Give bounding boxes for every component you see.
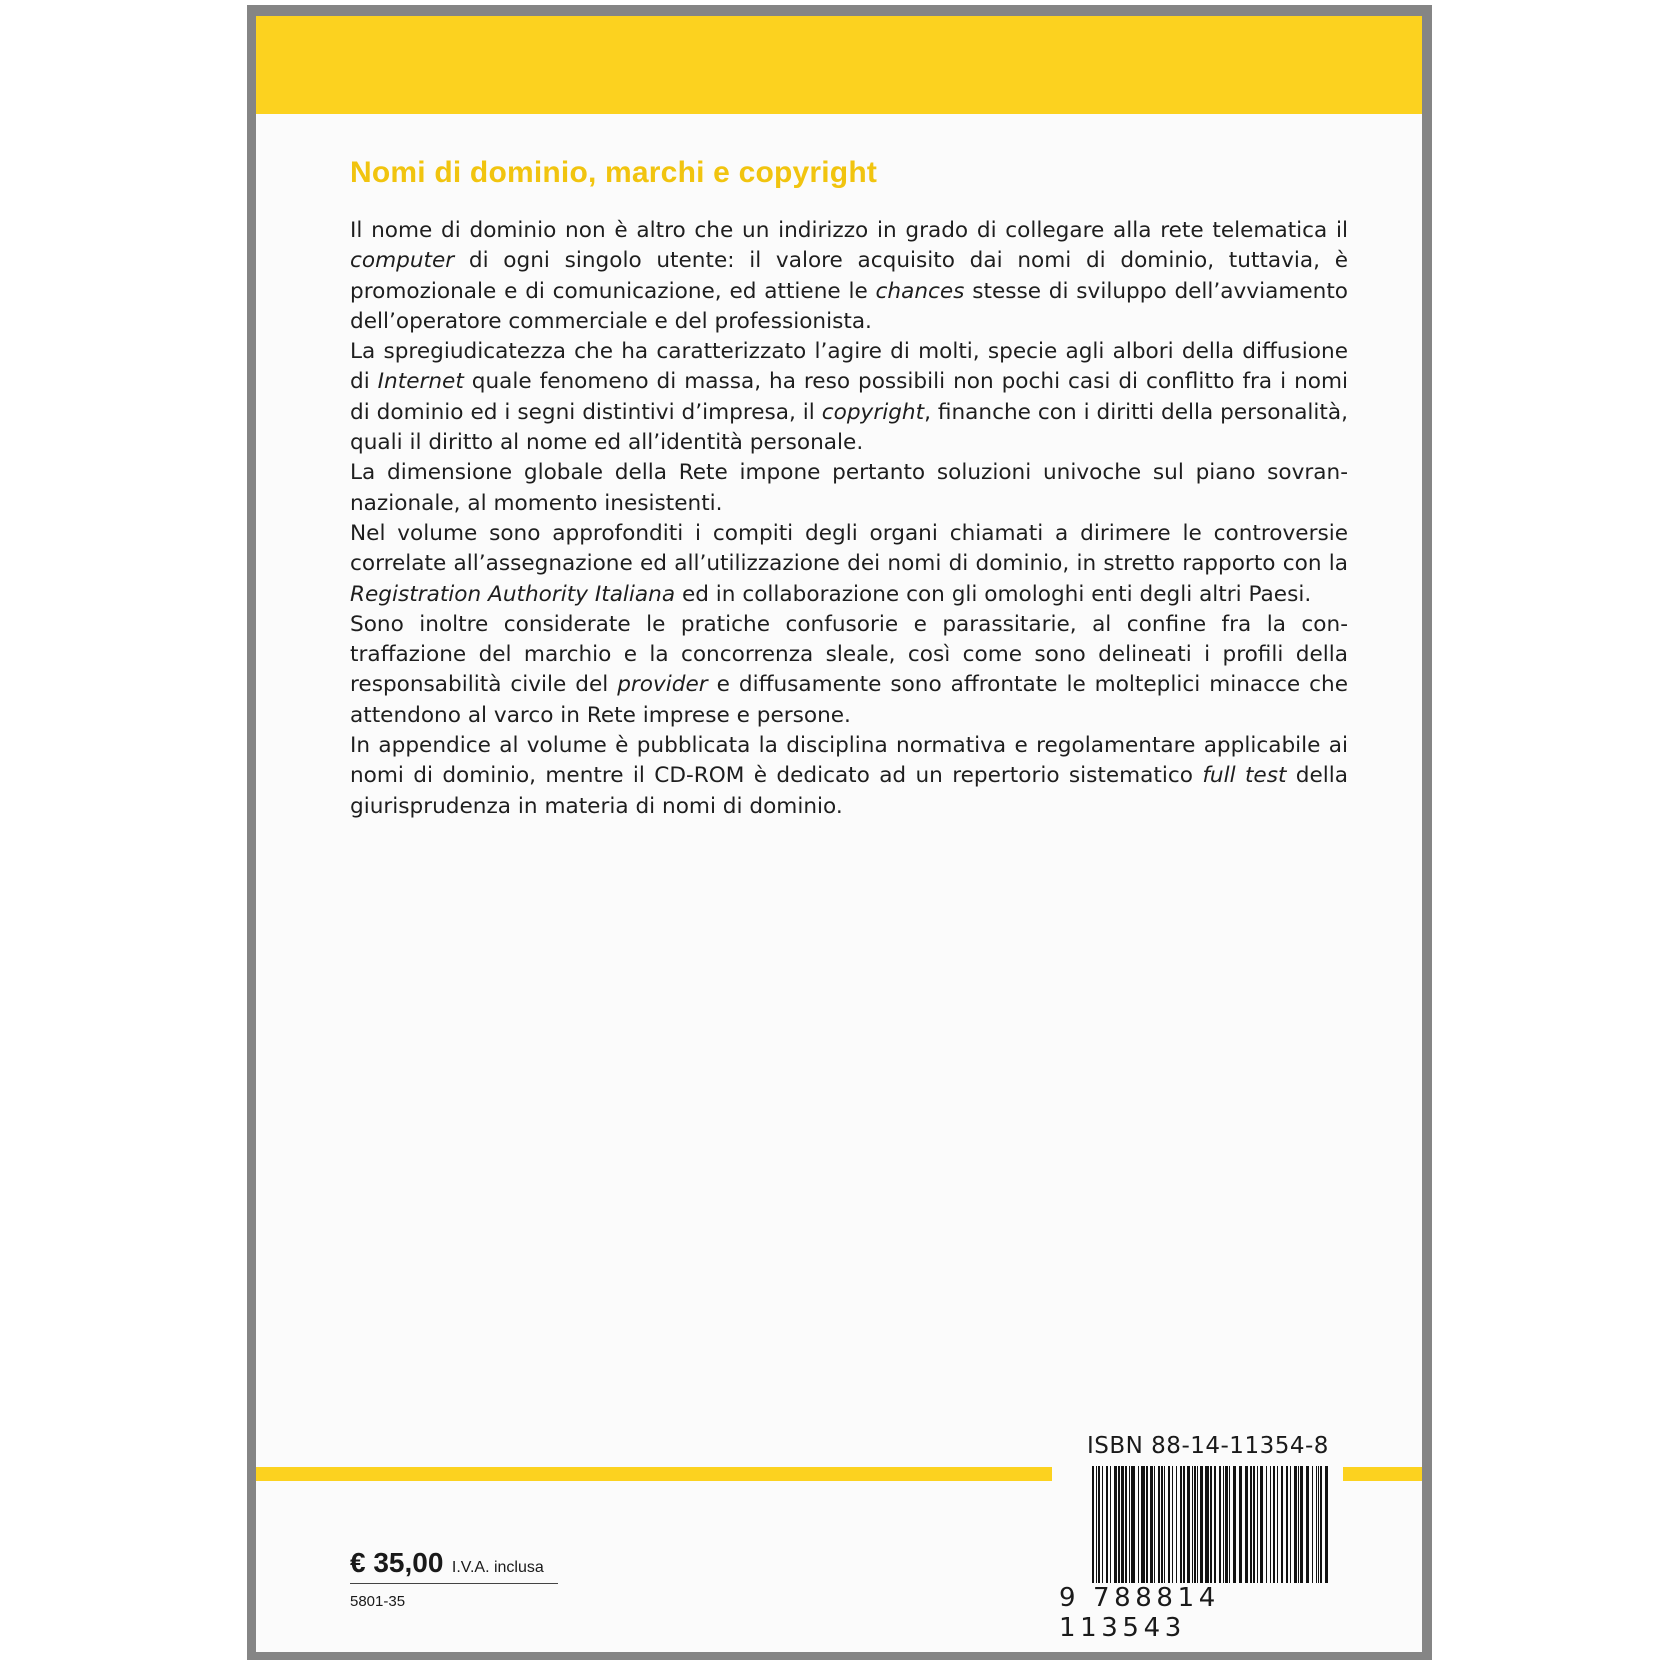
italic-term: full test: [1202, 763, 1287, 789]
barcode-bar: [1102, 1466, 1103, 1584]
cover-page: [256, 16, 1422, 1652]
barcode-bar: [1164, 1466, 1165, 1584]
barcode-bar: [1129, 1466, 1130, 1584]
barcode-bar: [1187, 1466, 1190, 1584]
barcode-bar: [1168, 1466, 1170, 1584]
barcode-bar: [1219, 1466, 1221, 1584]
top-yellow-band: [256, 16, 1422, 114]
isbn-label: ISBN 88-14-11354-8: [1087, 1433, 1329, 1459]
ean-number: 9 788814 113543: [1059, 1583, 1334, 1643]
barcode-bar: [1176, 1466, 1177, 1584]
barcode-bar: [1250, 1466, 1252, 1584]
italic-term: Internet: [377, 369, 464, 395]
barcode-bar: [1131, 1466, 1135, 1584]
price-underline: [350, 1583, 558, 1584]
text-run: ed in collaborazione con gli omologhi enti degli altri Paesi.: [675, 581, 1312, 607]
barcode-bar: [1161, 1466, 1163, 1584]
barcode-bar: [1200, 1466, 1203, 1584]
blurb-text: [350, 216, 1348, 822]
bottom-yellow-band-left: [256, 1467, 1052, 1481]
text-run: , finanche con i diritti della personalità, quali il diritto al nome ed all’identità personale.: [350, 399, 1348, 456]
barcode-bar: [1205, 1466, 1209, 1584]
barcode-bar: [1306, 1466, 1309, 1584]
text-run: della giurisprudenza in materia di nomi di dominio.: [350, 763, 1348, 819]
italic-term: provider: [617, 672, 708, 698]
barcode-bar: [1125, 1466, 1127, 1584]
barcode-bar: [1154, 1466, 1155, 1584]
barcode-bar: [1223, 1466, 1224, 1584]
barcode-bar: [1138, 1466, 1139, 1584]
barcode-bar: [1316, 1466, 1317, 1584]
barcode-bar: [1318, 1466, 1319, 1584]
barcode-bar: [1150, 1466, 1153, 1584]
barcode-bar: [1180, 1466, 1182, 1584]
barcode-bar: [1294, 1466, 1297, 1584]
text-run: La spregiudicatezza che ha caratterizzato l’agire di molti, specie agli albori della diffusione di: [350, 339, 1348, 395]
barcode-bar: [1225, 1466, 1228, 1584]
barcode-bar: [1277, 1466, 1278, 1584]
vat-note: I.V.A. inclusa: [451, 1559, 544, 1576]
barcode-bar: [1141, 1466, 1145, 1584]
barcode-bar: [1106, 1466, 1108, 1584]
text-run: quale fenomeno di massa, ha reso possibili non pochi casi di conflitto fra i nomi di dominio ed i segni distintivi d’impresa, il: [350, 369, 1349, 425]
barcode-bar: [1257, 1466, 1258, 1584]
barcode-bar: [1239, 1466, 1242, 1584]
barcode-bar: [1114, 1466, 1117, 1584]
price: [350, 1547, 544, 1579]
barcode-bar: [1197, 1466, 1198, 1584]
blurb-paragraph: [350, 610, 1348, 731]
italic-term: copyright: [821, 399, 925, 425]
barcode-bar: [1281, 1466, 1283, 1584]
barcode-bar: [1183, 1466, 1185, 1584]
barcode-bar: [1121, 1466, 1124, 1584]
barcode-bar: [1146, 1466, 1148, 1584]
text-run: Il nome di dominio non è altro che un indirizzo in grado di collegare alla rete telematica il: [350, 218, 1348, 243]
barcode-bar: [1286, 1466, 1288, 1584]
barcode-bar: [1229, 1466, 1230, 1584]
product-code: 5801-35: [350, 1593, 406, 1610]
text-run: La dimensione globale della Rete impone pertanto soluzioni univoche sul piano sovrannazionale, al momento inesistenti.: [350, 460, 1348, 516]
italic-term: chances: [875, 278, 965, 304]
barcode-bar: [1192, 1466, 1193, 1584]
blurb-paragraph: [350, 519, 1348, 610]
price-amount: € 35,00: [350, 1547, 444, 1578]
barcode-bar: [1172, 1466, 1173, 1584]
text-run: In appendice al volume è pubblicata la disciplina normativa e regolamentare applicabile ai nomi di dominio, mentre il CD-ROM è dedicato ad un repertorio sistematico: [350, 733, 1348, 789]
italic-term: computer: [350, 248, 455, 274]
barcode-bar: [1290, 1466, 1291, 1584]
text-run: stesse di sviluppo dell’avviamento dell’operatore commerciale e del professionista.: [350, 278, 1349, 334]
barcode-bar: [1118, 1466, 1120, 1584]
text-run: di ogni singolo utente: il valore acquisito dai nomi di dominio, tuttavia, è promozionale e di comunicazione, ed attiene le: [350, 248, 1348, 304]
barcode-bar: [1245, 1466, 1248, 1584]
barcode-bar: [1312, 1466, 1313, 1584]
italic-term: Registration Authority Italiana: [350, 581, 676, 607]
barcode-bar: [1253, 1466, 1255, 1584]
barcode-bar: [1298, 1466, 1299, 1584]
text-run: Sono inoltre considerate le pratiche confusorie e parassitarie, al confine fra la contraffazione del marchio e la concorrenza sleale, così come sono delineati i profili della responsabilità civile del: [350, 611, 1348, 698]
barcode-bar: [1260, 1466, 1263, 1584]
barcode-bar: [1270, 1466, 1271, 1584]
text-run: Nel volume sono approfonditi i compiti degli organi chiamati a dirimere le controversie correlate all’assegnazione ed all’utilizzazione dei nomi di dominio, in stretto rapporto con la: [350, 520, 1348, 577]
barcode-bar: [1320, 1466, 1322, 1584]
barcode-bar: [1158, 1466, 1160, 1584]
barcode-bar: [1300, 1466, 1303, 1584]
blurb-paragraph: [350, 216, 1348, 337]
book-back-cover: [247, 5, 1432, 1660]
blurb-paragraph: [350, 731, 1348, 822]
barcode-bar: [1194, 1466, 1196, 1584]
blurb-paragraph: [350, 337, 1348, 458]
barcode-bar: [1214, 1466, 1216, 1584]
book-title: Nomi di dominio, marchi e copyright: [350, 156, 878, 189]
text-run: e diffusamente sono affrontate le molteplici minacce che attendono al varco in Rete imprese e persone.: [350, 672, 1348, 728]
barcode-bar: [1233, 1466, 1236, 1584]
bottom-yellow-band-right: [1343, 1467, 1422, 1481]
blurb-paragraph: [350, 458, 1348, 519]
barcode-bar: [1273, 1466, 1275, 1584]
barcode-bar: [1110, 1466, 1111, 1584]
barcode-bar: [1266, 1466, 1267, 1584]
